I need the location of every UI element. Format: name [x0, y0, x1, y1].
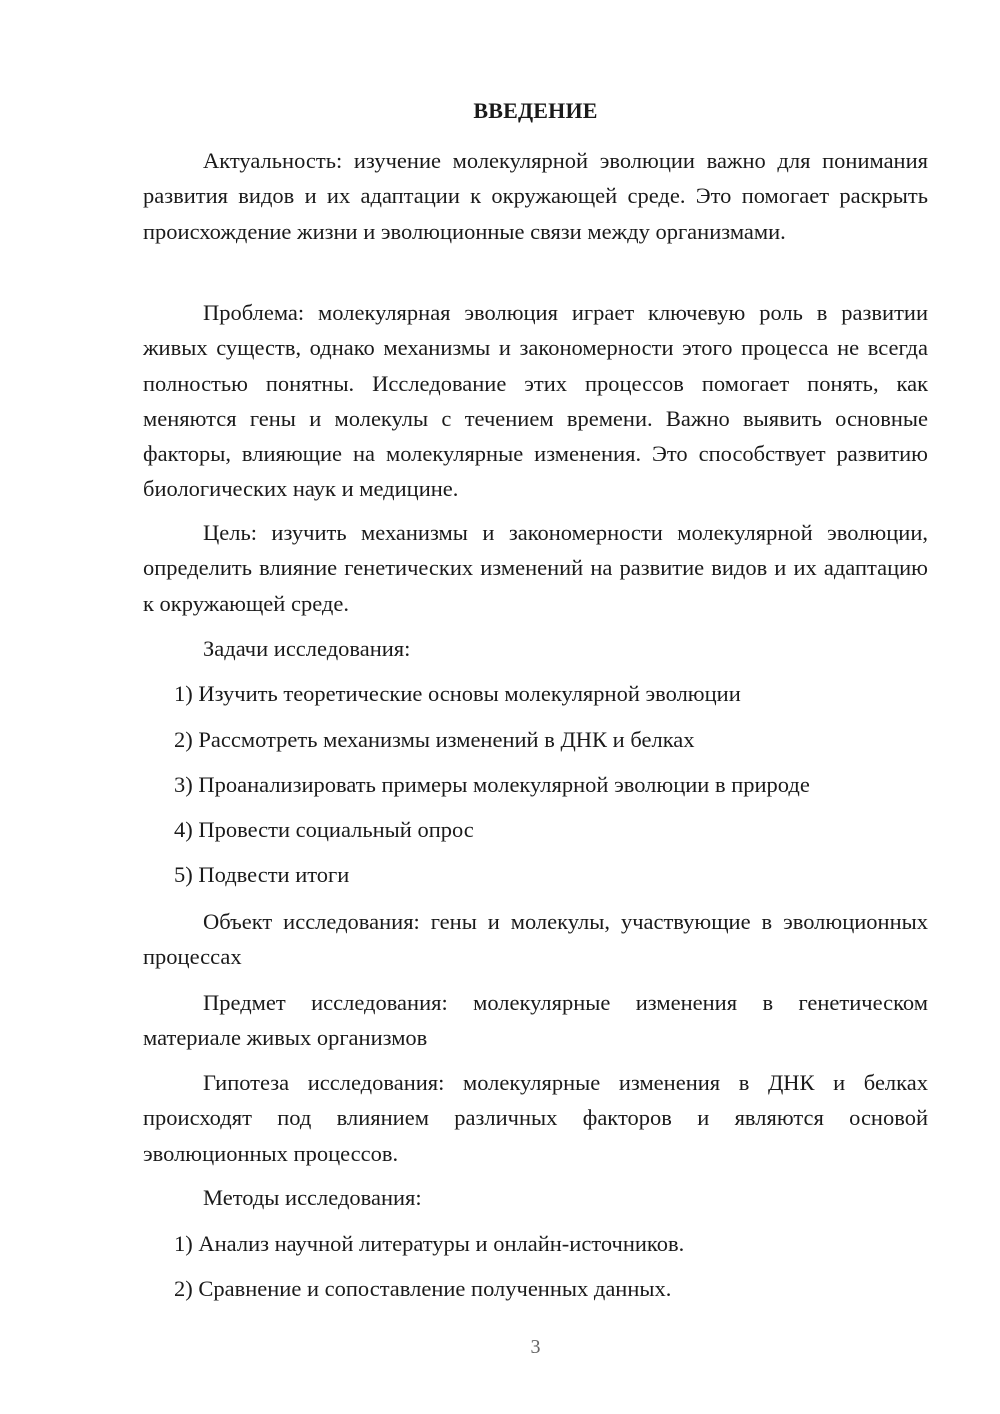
task-item: 2) Рассмотреть механизмы изменений в ДНК и белках	[174, 727, 695, 752]
task-item: 5) Подвести итоги	[174, 862, 350, 887]
hypothesis-paragraph: Гипотеза исследования: молекулярные изменения в ДНК и белках происходят под влиянием различных факторов и являются основой эволюционных процессов.	[143, 1070, 928, 1166]
tasks-title: Задачи исследования:	[203, 636, 411, 661]
page-number: 3	[530, 1336, 541, 1358]
task-item: 4) Провести социальный опрос	[174, 817, 474, 842]
relevance-paragraph: Актуальность: изучение молекулярной эволюции важно для понимания развития видов и их адаптации к окружающей среде. Это помогает раскрыть происхождение жизни и эволюционные связи между организмами.	[143, 148, 928, 244]
section-heading: ВВЕДЕНИЕ	[473, 98, 598, 123]
methods-title: Методы исследования:	[203, 1185, 422, 1210]
object-paragraph: Объект исследования: гены и молекулы, участвующие в эволюционных процессах	[143, 909, 928, 970]
task-item: 3) Проанализировать примеры молекулярной эволюции в природе	[174, 772, 810, 797]
subject-paragraph: Предмет исследования: молекулярные изменения в генетическом материале живых организмов	[143, 990, 928, 1051]
task-item: 1) Изучить теоретические основы молекулярной эволюции	[174, 681, 741, 706]
problem-paragraph: Проблема: молекулярная эволюция играет ключевую роль в развитии живых существ, однако механизмы и закономерности этого процесса не всегда полностью понятны. Исследование этих процессов помогает понять, как меняются гены и молекулы с течением времени. Важно выявить основные факторы, влияющие на молекулярные изменения. Это способствует развитию биологических наук и медицине.	[143, 300, 928, 502]
method-item: 1) Анализ научной литературы и онлайн-источников.	[174, 1231, 685, 1256]
method-item: 2) Сравнение и сопоставление полученных данных.	[174, 1276, 672, 1301]
goal-paragraph: Цель: изучить механизмы и закономерности молекулярной эволюции, определить влияние генетических изменений на развитие видов и их адаптацию к окружающей среде.	[143, 520, 928, 616]
